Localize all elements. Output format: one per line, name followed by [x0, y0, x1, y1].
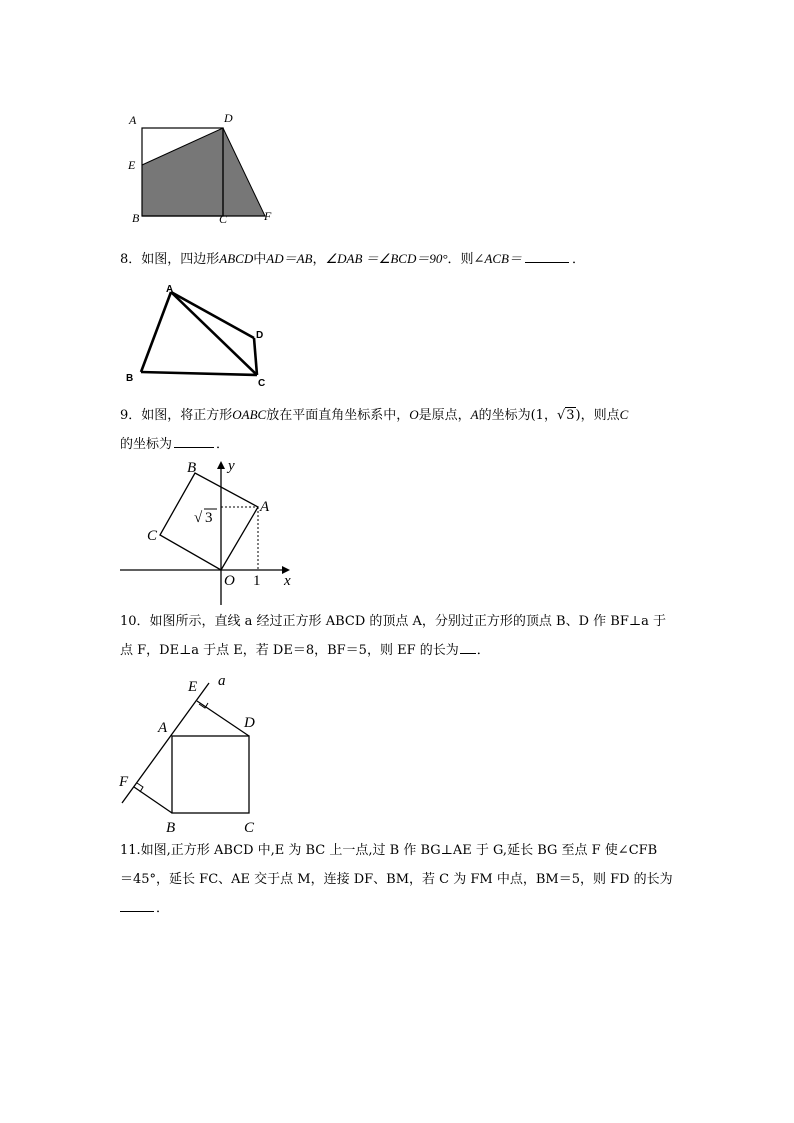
figure-q10 [112, 670, 272, 840]
q8-acb: ACB＝ [484, 251, 522, 266]
question-9 [120, 400, 680, 459]
q8-text: 如图，四边形 [141, 252, 220, 267]
label-A: A [260, 499, 270, 515]
q8-end: ． [572, 252, 586, 267]
q8-text2: 中 [253, 252, 267, 267]
shaded-triangle [223, 128, 265, 216]
q8-number: 8． [120, 252, 142, 267]
label-A: A [158, 720, 168, 736]
label-C: C [147, 528, 158, 544]
q11-line-1: 11.如图,正方形 ABCD 中,E 为 BC 上一点,过 B 作 BG⊥AE 于 G,延长 BG 至点 F 使∠CFB [120, 843, 658, 858]
question-10 [120, 607, 680, 665]
sqrt-symbol: √ [194, 510, 203, 526]
q9-a: A [470, 407, 479, 422]
label-a: a [218, 673, 226, 689]
q10-line-2: 点 F，DE⊥a 于点 E，若 DE＝8，BF＝5，则 EF 的长为 [120, 643, 459, 658]
q8-abcd: ABCD [219, 251, 254, 266]
q8-comma: ， [312, 252, 326, 267]
label-E: E [128, 158, 136, 172]
figure-q7 [118, 108, 288, 232]
label-y: y [228, 458, 235, 474]
question-11 [120, 836, 680, 923]
q9-text-2: 的坐标为 [120, 437, 173, 452]
q9-root: 3 [566, 408, 575, 423]
label-x: x [284, 573, 291, 589]
q9-text-b: 放在平面直角坐标系中， [266, 408, 410, 423]
label-D: D [256, 330, 264, 341]
q8-cond1: AD＝AB [266, 251, 313, 266]
q9-o: O [409, 407, 419, 422]
label-D: D [224, 111, 233, 125]
figure-q9 [118, 455, 298, 605]
q9-c: C [619, 407, 629, 422]
answer-blank [460, 641, 476, 654]
answer-blank [174, 435, 214, 448]
label-C: C [258, 378, 266, 389]
shaded-region [142, 128, 223, 216]
q8-text3: ．则∠ [447, 252, 485, 267]
label-sqrt3: 3 [205, 510, 213, 526]
label-B: B [166, 820, 176, 836]
q11-end: ． [156, 901, 170, 916]
label-B: B [132, 211, 140, 225]
label-A: A [166, 284, 174, 295]
label-C: C [244, 820, 255, 836]
q10-end: ． [476, 643, 490, 658]
label-C: C [219, 212, 228, 226]
figure-q8 [120, 280, 280, 390]
label-A: A [129, 113, 137, 127]
square-abcd [172, 736, 249, 813]
answer-blank [525, 250, 569, 263]
label-1: 1 [253, 573, 261, 589]
q9-text-c: 是原点， [418, 408, 471, 423]
q10-line-1: 10．如图所示，直线 a 经过正方形 ABCD 的顶点 A，分别过正方形的顶点 B、D 作 BF⊥a 于 [120, 614, 666, 629]
q9-text-e: )，则点 [575, 408, 620, 423]
sqrt-symbol: √3 [556, 408, 575, 423]
q9-text-a: 9．如图，将正方形 [120, 408, 233, 423]
label-F: F [119, 774, 129, 790]
question-8 [120, 244, 680, 274]
answer-blank [120, 899, 154, 912]
line-a [122, 683, 209, 803]
label-O: O [224, 573, 235, 589]
q9-end: ． [216, 437, 230, 452]
label-B: B [126, 373, 134, 384]
q9-oabc: OABC [232, 407, 267, 422]
label-B: B [187, 460, 197, 476]
label-D: D [244, 715, 255, 731]
q8-cond2: ∠DAB ＝∠BCD＝90° [325, 251, 448, 266]
q11-line-2: ＝45°，延长 FC、AE 交于点 M，连接 DF、BM，若 C 为 FM 中点，BM＝5，则 FD 的长为 [120, 872, 673, 887]
label-E: E [188, 679, 198, 695]
label-F: F [264, 209, 272, 223]
q9-text-d: 的坐标为(1， [478, 408, 557, 423]
